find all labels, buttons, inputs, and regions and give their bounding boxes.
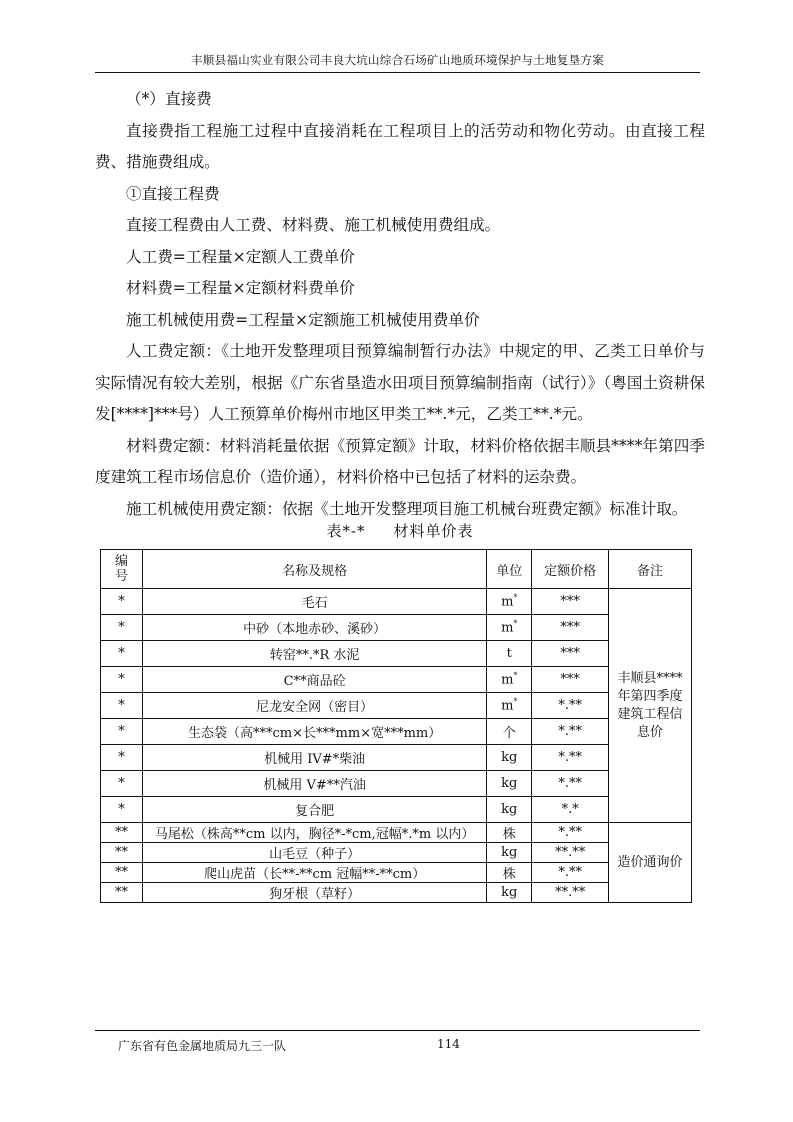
unit-text: m (501, 698, 514, 714)
cell-price: *** (532, 641, 609, 667)
table-row (101, 745, 692, 771)
paragraph: 材料费=工程量×定额材料费单价 (126, 279, 355, 297)
unit-superscript: * (513, 697, 518, 707)
cell-name: 马尾松（株高**cm 以内，胸径*-*cm,冠幅*.*m 以内） (142, 823, 486, 843)
cell-no: * (101, 589, 143, 615)
cell-price: *.** (532, 823, 609, 843)
unit-text: kg (501, 776, 518, 791)
paragraph: 直接工程费由人工费、材料费、施工机械使用费组成。 (126, 216, 501, 234)
page-header: 丰顺县福山实业有限公司丰良大坑山综合石场矿山地质环境保护与土地复垦方案 (191, 53, 604, 67)
material-price-table (100, 549, 692, 903)
unit-superscript: * (513, 671, 518, 681)
cell-price: *** (532, 589, 609, 615)
cell-name: 转窑**.*R 水泥 (142, 641, 486, 667)
cell-no: * (101, 745, 143, 771)
table-row (101, 667, 692, 693)
paragraph: 施工机械使用费=工程量×定额施工机械使用费单价 (126, 310, 480, 329)
cell-no: ** (101, 823, 143, 843)
unit-text: kg (501, 845, 518, 860)
cell-unit (487, 745, 532, 771)
cell-unit (487, 641, 532, 667)
header-note: 备注 (609, 550, 692, 589)
cell-no: * (101, 641, 143, 667)
header-name: 名称及规格 (142, 550, 486, 589)
paragraph: 直接费指工程施工过程中直接消耗在工程项目上的活劳动和物化劳动。由直接工程费、措施费组成。 (95, 121, 705, 171)
cell-unit (487, 615, 532, 641)
table-caption-title: 材料单价表 (393, 522, 474, 540)
paragraph: （*）直接费 (126, 90, 212, 108)
header-no: 编号 (101, 550, 143, 589)
cell-note: 丰顺县****年第四季度建筑工程信息价 (609, 589, 692, 823)
cell-unit (487, 823, 532, 843)
cell-no: * (101, 719, 143, 745)
paragraph: 人工费=工程量×定额人工费单价 (126, 247, 355, 266)
cell-name: 爬山虎苗（长**-**cm 冠幅**-**cm） (142, 863, 486, 883)
unit-text: 株 (502, 867, 516, 882)
cell-name: 狗牙根（草籽） (142, 883, 486, 903)
cell-name: 山毛豆（种子） (142, 843, 486, 863)
table-row (101, 693, 692, 719)
cell-price: *** (532, 615, 609, 641)
body-text (95, 84, 705, 525)
table-caption (95, 520, 705, 541)
cell-name: 尼龙安全网（密目） (142, 693, 486, 719)
cell-no: * (101, 771, 143, 797)
cell-price: **.** (532, 883, 609, 903)
cell-no: * (101, 693, 143, 719)
paragraph: 材料费定额：材料消耗量依据《预算定额》计取，材料价格依据丰顺县****年第四季度建筑工程市场信息价（造价通），材料价格中已包括了材料的运杂费。 (95, 436, 705, 486)
cell-name: 中砂（本地赤砂、溪砂） (142, 615, 486, 641)
cell-price: *.** (532, 771, 609, 797)
cell-price: *.** (532, 863, 609, 883)
cell-unit (487, 797, 532, 823)
cell-unit (487, 693, 532, 719)
cell-name: 生态袋（高***cm×长***mm×宽***mm） (142, 719, 486, 745)
cell-no: ** (101, 843, 143, 863)
header-price: 定额价格 (532, 550, 609, 589)
cell-price: *.** (532, 745, 609, 771)
cell-name: 机械用 IV#*柴油 (142, 745, 486, 771)
cell-unit (487, 863, 532, 883)
unit-text: kg (501, 750, 518, 765)
cell-unit (487, 667, 532, 693)
cell-no: * (101, 667, 143, 693)
cell-unit (487, 719, 532, 745)
paragraph: 施工机械使用费定额：依据《土地开发整理项目施工机械台班费定额》标准计取。 (126, 499, 688, 518)
table-row (101, 719, 692, 745)
unit-text: 株 (502, 827, 516, 842)
unit-text: kg (501, 885, 518, 900)
cell-unit (487, 843, 532, 863)
unit-text: kg (501, 802, 518, 817)
footer-org: 广东省有色金属地质局九三一队 (118, 1039, 287, 1053)
cell-price: *.* (532, 797, 609, 823)
unit-text: t (506, 646, 512, 661)
page-number: 114 (437, 1037, 460, 1051)
paragraph: ①直接工程费 (126, 184, 220, 203)
unit-text: m (501, 620, 514, 636)
cell-name: C**商品砼 (142, 667, 486, 693)
cell-unit (487, 883, 532, 903)
header-unit: 单位 (487, 550, 532, 589)
cell-unit (487, 589, 532, 615)
cell-no: * (101, 615, 143, 641)
cell-no: ** (101, 883, 143, 903)
unit-text: m (501, 672, 514, 688)
header-divider (95, 72, 700, 73)
cell-price: *.** (532, 693, 609, 719)
paragraph: 人工费定额：《土地开发整理项目预算编制暂行办法》中规定的甲、乙类工日单价与实际情况有较大差别，根据《广东省垦造水田项目预算编制指南（试行）》（粤国土资耕保发[****]***号）人工预算单价梅州市地区甲类工**.*元，乙类工**.*元。 (95, 342, 705, 423)
table-row (101, 823, 692, 843)
cell-price: *** (532, 667, 609, 693)
table-caption-number: 表*-* (326, 522, 366, 540)
table-row (101, 863, 692, 883)
unit-superscript: * (513, 619, 518, 629)
table-row (101, 843, 692, 863)
cell-price: **.** (532, 843, 609, 863)
footer-divider (95, 1030, 700, 1031)
unit-text: m (501, 594, 514, 610)
cell-price: *.** (532, 719, 609, 745)
cell-no: ** (101, 863, 143, 883)
cell-name: 复合肥 (142, 797, 486, 823)
table-row (101, 771, 692, 797)
unit-text: 个 (502, 726, 516, 741)
cell-name: 机械用 V#**汽油 (142, 771, 486, 797)
cell-no: * (101, 797, 143, 823)
table-row (101, 615, 692, 641)
table-row (101, 641, 692, 667)
cell-unit (487, 771, 532, 797)
unit-superscript: * (513, 593, 518, 603)
table-row (101, 797, 692, 823)
table-row (101, 883, 692, 903)
table-row (101, 589, 692, 615)
cell-note: 造价通询价 (609, 823, 692, 903)
cell-name: 毛石 (142, 589, 486, 615)
